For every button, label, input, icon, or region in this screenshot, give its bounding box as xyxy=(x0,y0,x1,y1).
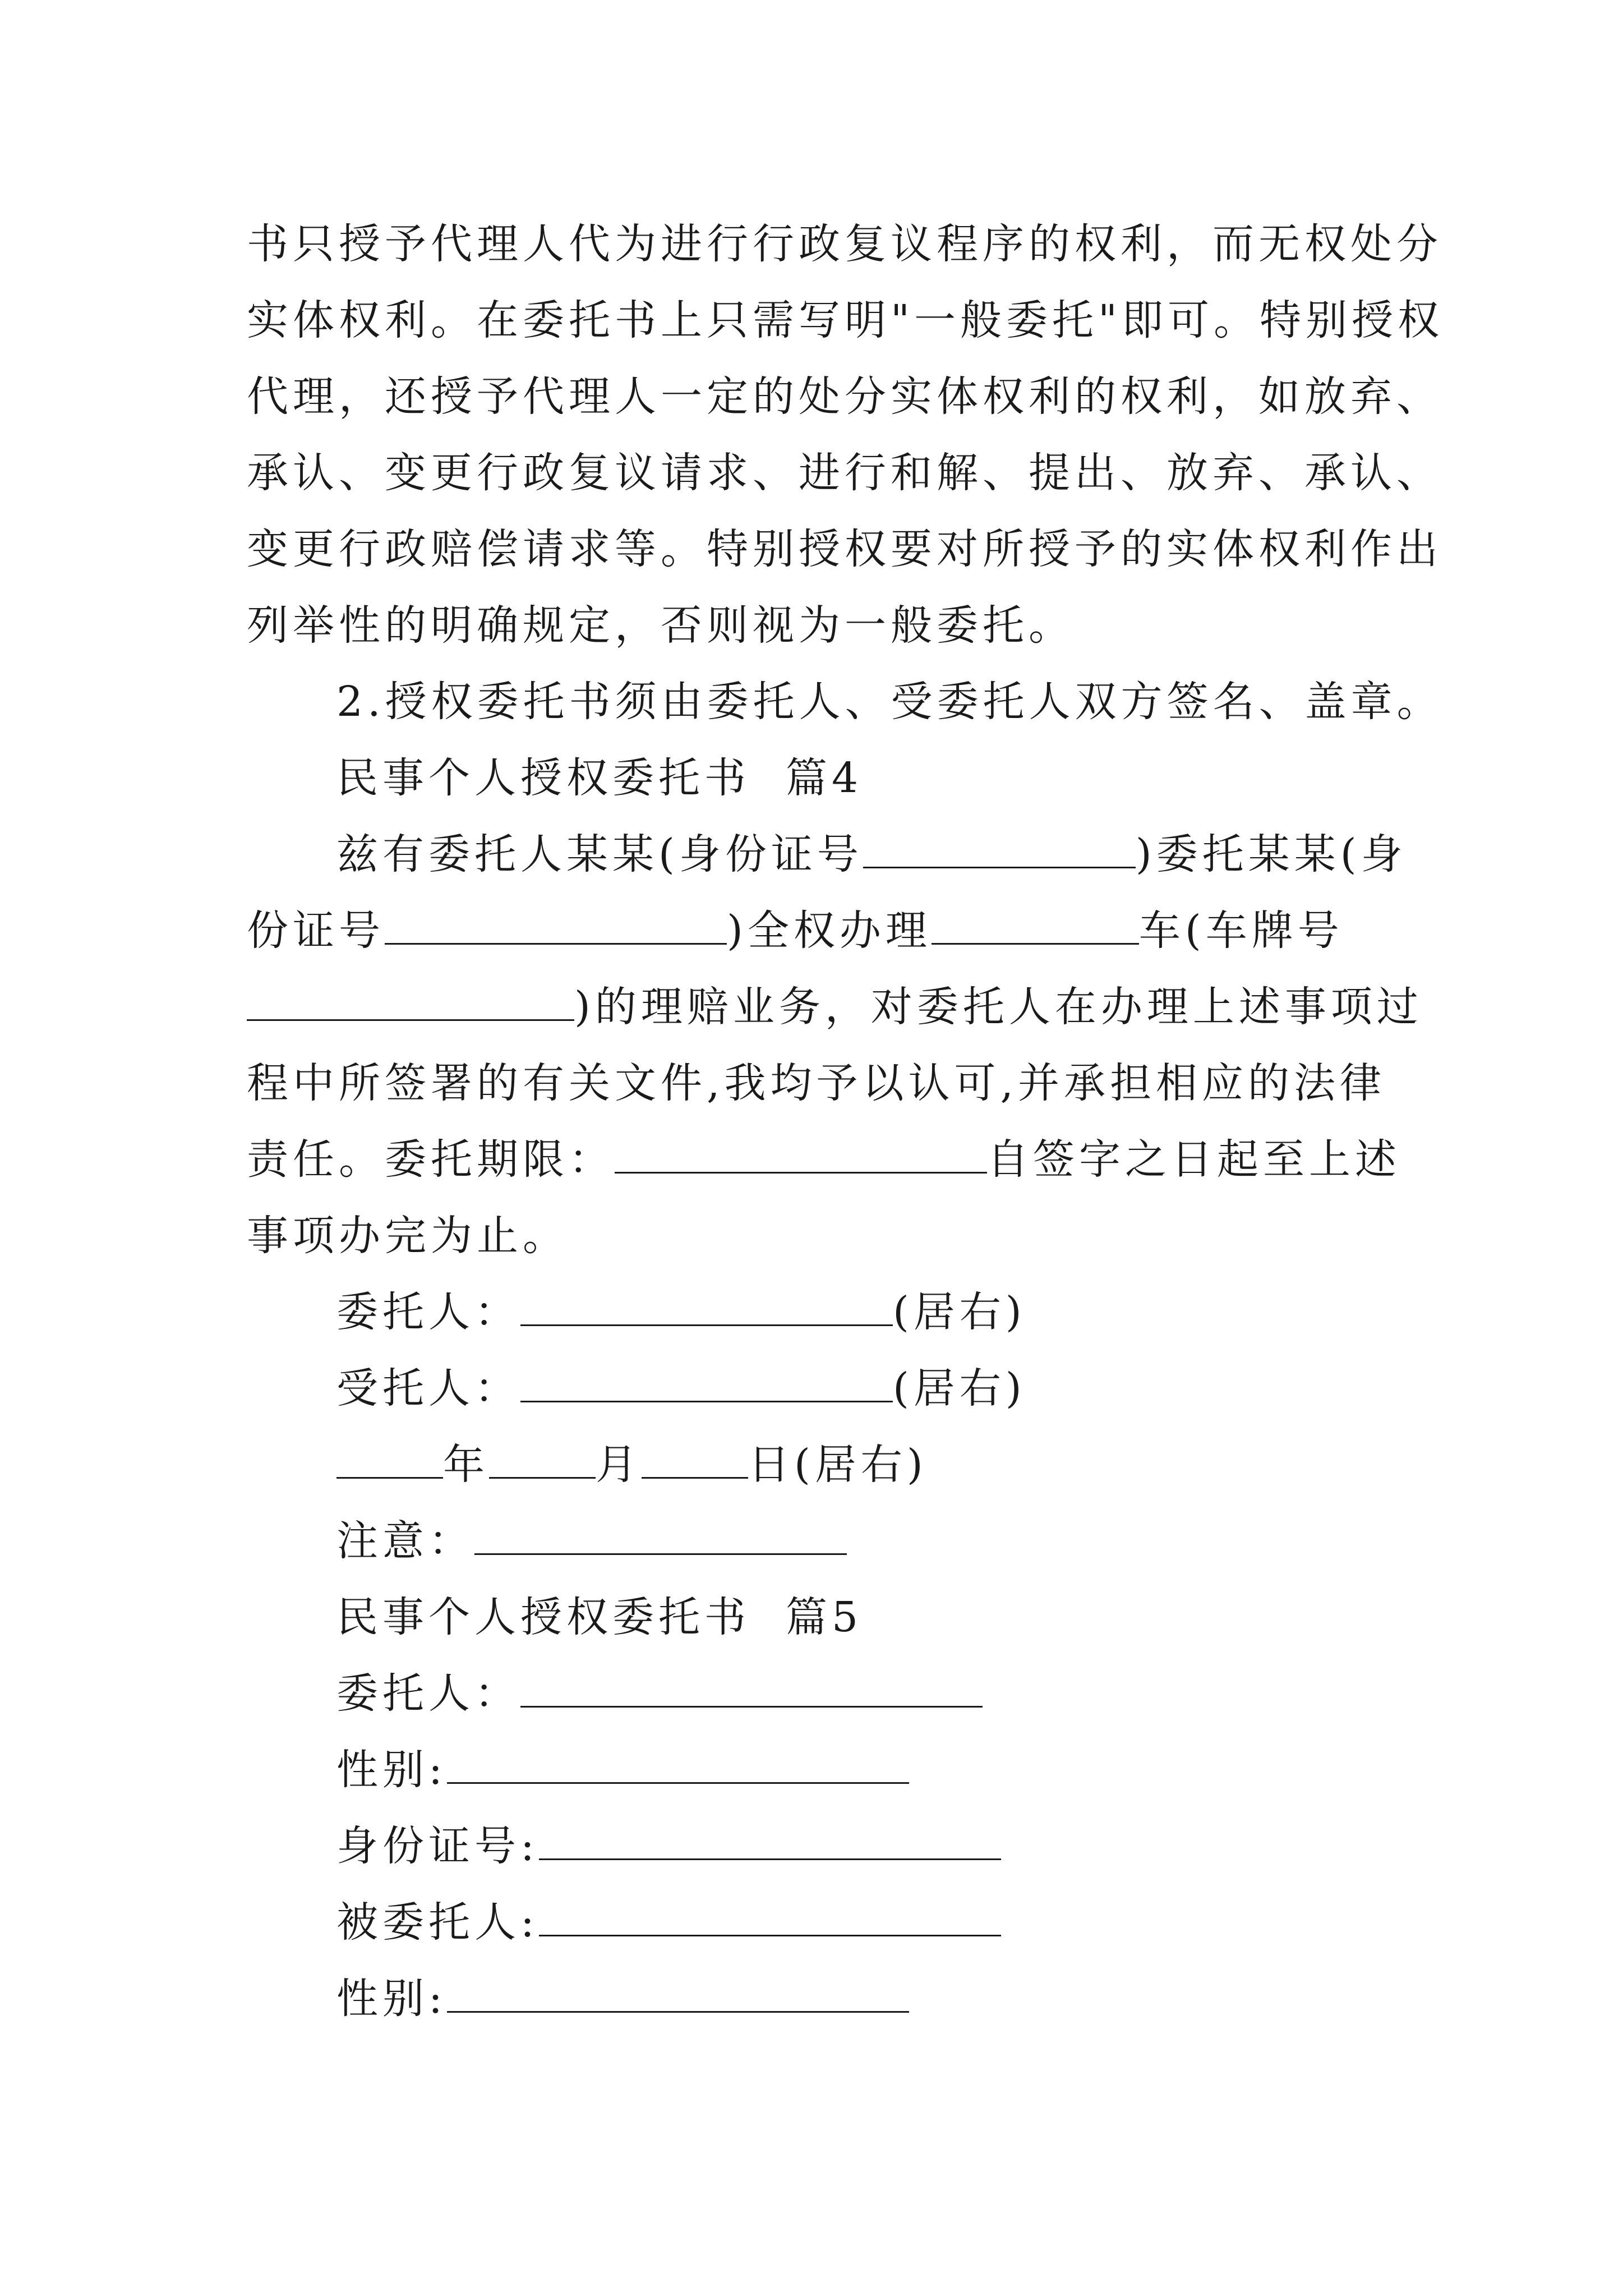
form-field-gender: 性别: xyxy=(336,1749,909,1791)
blank-line xyxy=(539,1902,1001,1936)
blank-line xyxy=(336,1444,443,1479)
agent-signature-line: 受托人： (居右) xyxy=(336,1364,1026,1412)
blank-line xyxy=(447,1750,909,1784)
blank-line xyxy=(520,1292,893,1326)
body-line: 兹有委托人某某(身份证号 )委托某某(身 xyxy=(336,830,1407,878)
blank-line xyxy=(520,1673,983,1708)
list-item: 2.授权委托书须由委托人、受委托人双方签名、盖章。 xyxy=(336,678,1443,726)
section-heading: 民事个人授权委托书 篇5 xyxy=(336,1593,863,1641)
body-line: 程中所签署的有关文件,我均予以认可,并承担相应的法律 xyxy=(247,1059,1386,1107)
form-field-id-number: 身份证号: xyxy=(336,1825,1001,1867)
blank-line xyxy=(247,987,574,1021)
date-line: 年 月 日(居右) xyxy=(336,1444,928,1485)
body-line: 份证号 )全权办理 车(车牌号 xyxy=(247,907,1344,955)
blank-line xyxy=(385,910,727,945)
blank-line xyxy=(615,1139,987,1174)
paragraph-line: 承认、变更行政复议请求、进行和解、提出、放弃、承认、 xyxy=(247,449,1442,497)
blank-line xyxy=(539,1826,1001,1860)
paragraph-line: 变更行政赔偿请求等。特别授权要对所授予的实体权利作出 xyxy=(247,525,1442,573)
body-line: 责任。委托期限： 自签字之日起至上述 xyxy=(247,1135,1401,1184)
paragraph-line: 书只授予代理人代为进行行政复议程序的权利，而无权处分 xyxy=(247,220,1442,268)
blank-line xyxy=(520,1368,893,1402)
blank-line xyxy=(447,1978,909,2013)
blank-line xyxy=(932,910,1139,945)
form-field-principal: 委托人： xyxy=(336,1673,983,1714)
blank-line xyxy=(489,1444,596,1479)
paragraph-line: 代理，还授予代理人一定的处分实体权利的权利，如放弃、 xyxy=(247,372,1442,421)
form-field-agent: 被委托人: xyxy=(336,1902,1001,1943)
blank-line xyxy=(474,1521,847,1555)
paragraph-line: 列举性的明确规定，否则视为一般委托。 xyxy=(247,601,1075,650)
note-line: 注意： xyxy=(336,1520,847,1562)
paragraph-line: 实体权利。在委托书上只需写明"一般委托"即可。特别授权 xyxy=(247,296,1444,344)
form-field-agent-gender: 性别: xyxy=(336,1978,909,2019)
body-line: 事项办完为止。 xyxy=(247,1212,569,1260)
principal-signature-line: 委托人： (居右) xyxy=(336,1288,1026,1336)
blank-line xyxy=(863,834,1136,868)
body-line: )的理赔业务，对委托人在办理上述事项过 xyxy=(247,986,1423,1028)
section-heading: 民事个人授权委托书 篇4 xyxy=(336,754,863,802)
blank-line xyxy=(642,1444,748,1479)
